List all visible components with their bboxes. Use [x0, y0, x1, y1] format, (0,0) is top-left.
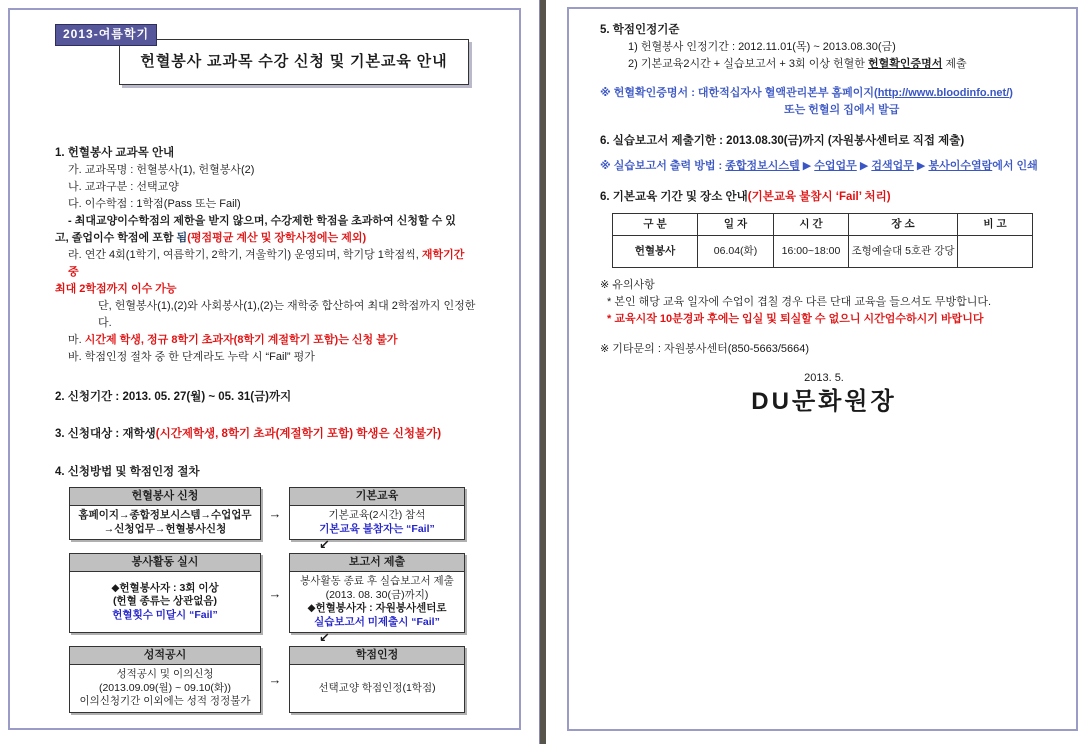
flow-line: ◆헌혈봉사자 : 자원봉사센터로 [307, 602, 447, 614]
section-procedure-heading: 4. 신청방법 및 학점인정 절차 [55, 466, 200, 478]
note-text: 고, 졸업이수 학점에 포함 [55, 232, 177, 244]
flow-line: 이의신청기간 이외에는 성적 정정불가 [79, 695, 251, 707]
caution-notes [600, 277, 1048, 328]
flow-box-body [290, 506, 464, 539]
menu-path-item: 봉사이수열람 [928, 160, 993, 172]
item-text: 라. 연간 4회(1학기, 여름학기, 2학기, 겨울학기) 운영되며, 학기당 1학점씩, [68, 249, 422, 261]
flow-box-title: 헌혈봉사 신청 [70, 488, 260, 506]
item-text: 2) 기본교육2시간 + 실습보고서 + 3회 이상 헌혈한 [628, 58, 868, 70]
bloodinfo-url-link[interactable]: http://www.bloodinfo.net/ [877, 87, 1010, 99]
flow-separator [69, 630, 471, 646]
note-line [600, 85, 1048, 102]
section-report-deadline: 6. 실습보고서 제출기한 : 2013.08.30(금)까지 (자원봉사센터로 직접 제출) [600, 135, 965, 147]
page-left-content [55, 24, 477, 713]
flow-box-activity [69, 553, 261, 633]
document-date: 2013. 5. [804, 372, 844, 384]
flow-line-blue: 기본교육 불참자는 “Fail” [319, 522, 435, 535]
certificate-note [600, 85, 1048, 119]
flow-row-3 [69, 646, 471, 713]
document-title: 헌혈봉사 교과목 수강 신청 및 기본교육 안내 [140, 53, 448, 70]
list-item: 나. 교과구분 : 선택교양 [68, 181, 179, 193]
flow-box-body [70, 572, 260, 632]
item-red-text: 재학기간 중 [68, 249, 465, 278]
list-item: 바. 학점인정 절차 중 한 단계라도 누락 시 “Fail” 평가 [68, 351, 315, 363]
page-right [546, 0, 1085, 744]
flow-line: (헌혈 종류는 상관없음) [112, 595, 218, 608]
menu-path-item: 종합정보시스템 [725, 160, 800, 172]
page-divider [539, 0, 546, 744]
flow-line: (2013.09.09(월) ~ 09.10(화)) [98, 681, 232, 694]
contact-line: ※ 기타문의 : 자원봉사센터(850-5663/5664) [600, 343, 810, 355]
item-text: 제출 [942, 58, 967, 70]
table-header-cell: 일 자 [698, 214, 774, 236]
eligibility-text: 3. 신청대상 : 재학생 [55, 428, 156, 440]
caution-title: ※ 유의사항 [600, 279, 655, 291]
item-red-text: 시간제 학생, 정규 8학기 초과자(8학기 계절학기 포함)는 신청 불가 [84, 334, 398, 346]
flow-box-body [70, 665, 260, 712]
flow-row-2 [69, 553, 471, 633]
list-item: 1) 헌혈봉사 인정기간 : 2012.11.01(목) ~ 2013.08.30(금) [628, 41, 896, 53]
flow-box-title: 보고서 제출 [290, 554, 464, 572]
note-line: 또는 헌혈의 집에서 발급 [784, 104, 900, 116]
menu-path-item: 수업업무 [814, 160, 857, 172]
flow-row-1 [69, 487, 471, 540]
list-item [68, 247, 477, 281]
flow-box-title: 기본교육 [290, 488, 464, 506]
basic-education-table [612, 213, 1033, 268]
flow-box-application [69, 487, 261, 540]
schedule-heading-text: 6. 기본교육 기간 및 장소 안내 [600, 191, 748, 203]
table-cell: 헌혈봉사 [613, 236, 698, 268]
procedure-flowchart [69, 487, 471, 713]
flow-separator [69, 537, 471, 553]
section-5-heading: 5. 학점인정기준 [600, 24, 680, 36]
table-header-cell: 구 분 [613, 214, 698, 236]
flow-line: 성적공시 및 이의신청 [116, 668, 214, 680]
section-eligibility [55, 426, 477, 443]
note-text: 에서 인쇄 [992, 160, 1038, 172]
table-header-cell: 시 간 [774, 214, 849, 236]
arrow-down-left-icon: ↙ [319, 630, 330, 645]
schedule-red-text: (기본교육 불참시 ‘Fail’ 처리) [747, 191, 891, 203]
section-course-info [55, 145, 477, 366]
section-credit-criteria [600, 22, 1048, 73]
list-item [68, 332, 477, 349]
table-cell [958, 236, 1033, 268]
arrow-down-left-icon: ↙ [319, 537, 330, 552]
flow-line: ◆헌혈봉사자 : 3회 이상 [111, 581, 219, 594]
table-cell: 조형예술대 5호관 강당 [849, 236, 958, 268]
section-education-schedule [600, 189, 1048, 206]
flow-box-title: 성적공시 [70, 647, 260, 665]
note-text: ) [1009, 87, 1013, 99]
section-application-period: 2. 신청기간 : 2013. 05. 27(월) ~ 05. 31(금)까지 [55, 391, 292, 403]
flow-line: 기본교육(2시간) 참석 [328, 509, 426, 521]
table-header-row [613, 214, 1033, 236]
list-item: 다. 이수학점 : 1학점(Pass 또는 Fail) [68, 198, 241, 210]
flow-line: 선택교양 학점인정(1학점) [318, 681, 436, 694]
note-text: ※ 헌혈확인증명서 : 대한적십자사 혈액관리본부 홈페이지( [600, 87, 878, 99]
flow-box-body [70, 506, 260, 539]
triangle-separator-icon: ▶ [913, 160, 929, 172]
flow-line: 봉사활동 종료 후 실습보고서 제출 [300, 575, 454, 587]
page-right-content [600, 22, 1048, 415]
page-left [0, 0, 540, 744]
table-row [613, 236, 1033, 268]
table-header-cell: 비 고 [958, 214, 1033, 236]
table-cell: 06.04(화) [698, 236, 774, 268]
triangle-separator-icon: ▶ [799, 160, 815, 172]
note-navy-text: 됨 [176, 232, 188, 244]
flow-box-grade [69, 646, 261, 713]
list-item-note: - 최대교양이수학점의 제한을 받지 않으며, 수강제한 학점을 초과하여 신청할 수 있 [68, 215, 456, 227]
signature: DU문화원장 [751, 388, 897, 415]
flow-box-body [290, 665, 464, 712]
flow-box-title: 학점인정 [290, 647, 464, 665]
list-item: 가. 교과목명 : 헌혈봉사(1), 헌혈봉사(2) [68, 164, 255, 176]
flow-box-credit [289, 646, 465, 713]
caution-line: * 본인 해당 교육 일자에 수업이 겹칠 경우 다른 단대 교육을 들으셔도 무방합니다. [607, 296, 992, 308]
caution-line-red: * 교육시작 10분경과 후에는 입실 및 퇴실할 수 없으니 시간엄수하시기 바랍니다 [607, 313, 984, 325]
flow-box-body [290, 572, 464, 632]
section-1-heading: 1. 헌혈봉사 교과목 안내 [55, 147, 175, 159]
flow-line-blue: 헌혈횟수 미달시 “Fail” [112, 608, 218, 621]
item-red-text: 최대 2학점까지 이수 가능 [55, 283, 177, 295]
report-print-note [600, 158, 1048, 175]
triangle-separator-icon: ▶ [856, 160, 872, 172]
note-red-text: (평점평균 계산 및 장학사정에는 제외) [187, 232, 367, 244]
flow-line-blue: 실습보고서 미제출시 “Fail” [314, 615, 440, 628]
flow-line: →신청업무→헌혈봉사신청 [103, 522, 227, 535]
flow-line: 홈페이지→종합정보시스템→수업업무 [78, 509, 252, 521]
flow-box-education [289, 487, 465, 540]
flow-box-report [289, 553, 465, 633]
list-item [600, 56, 1048, 73]
certificate-emphasis: 헌혈확인증명서 [867, 58, 943, 70]
term-badge: 2013-여름학기 [55, 24, 157, 46]
menu-path-item: 검색업무 [871, 160, 914, 172]
table-header-cell: 장 소 [849, 214, 958, 236]
list-subitem: 단, 헌혈봉사(1),(2)와 사회봉사(1),(2)는 재학중 합산하여 최대 2학점까지 인정한다. [98, 300, 476, 329]
list-item [55, 281, 477, 298]
section-1-items [55, 162, 477, 366]
arrow-right-icon: → [268, 585, 282, 601]
item-text: 마. [68, 334, 85, 346]
note-text: ※ 실습보고서 출력 방법 : [600, 160, 726, 172]
arrow-right-icon: → [268, 506, 282, 521]
arrow-right-icon: → [268, 671, 282, 687]
table-cell: 16:00~18:00 [774, 236, 849, 268]
document-title-box [119, 39, 469, 85]
flow-line: (2013. 08. 30(금)까지) [325, 588, 429, 601]
list-item-note [55, 230, 477, 247]
eligibility-red-text: (시간제학생, 8학기 초과(계절학기 포함) 학생은 신청불가) [155, 428, 442, 440]
flow-box-title: 봉사활동 실시 [70, 554, 260, 572]
